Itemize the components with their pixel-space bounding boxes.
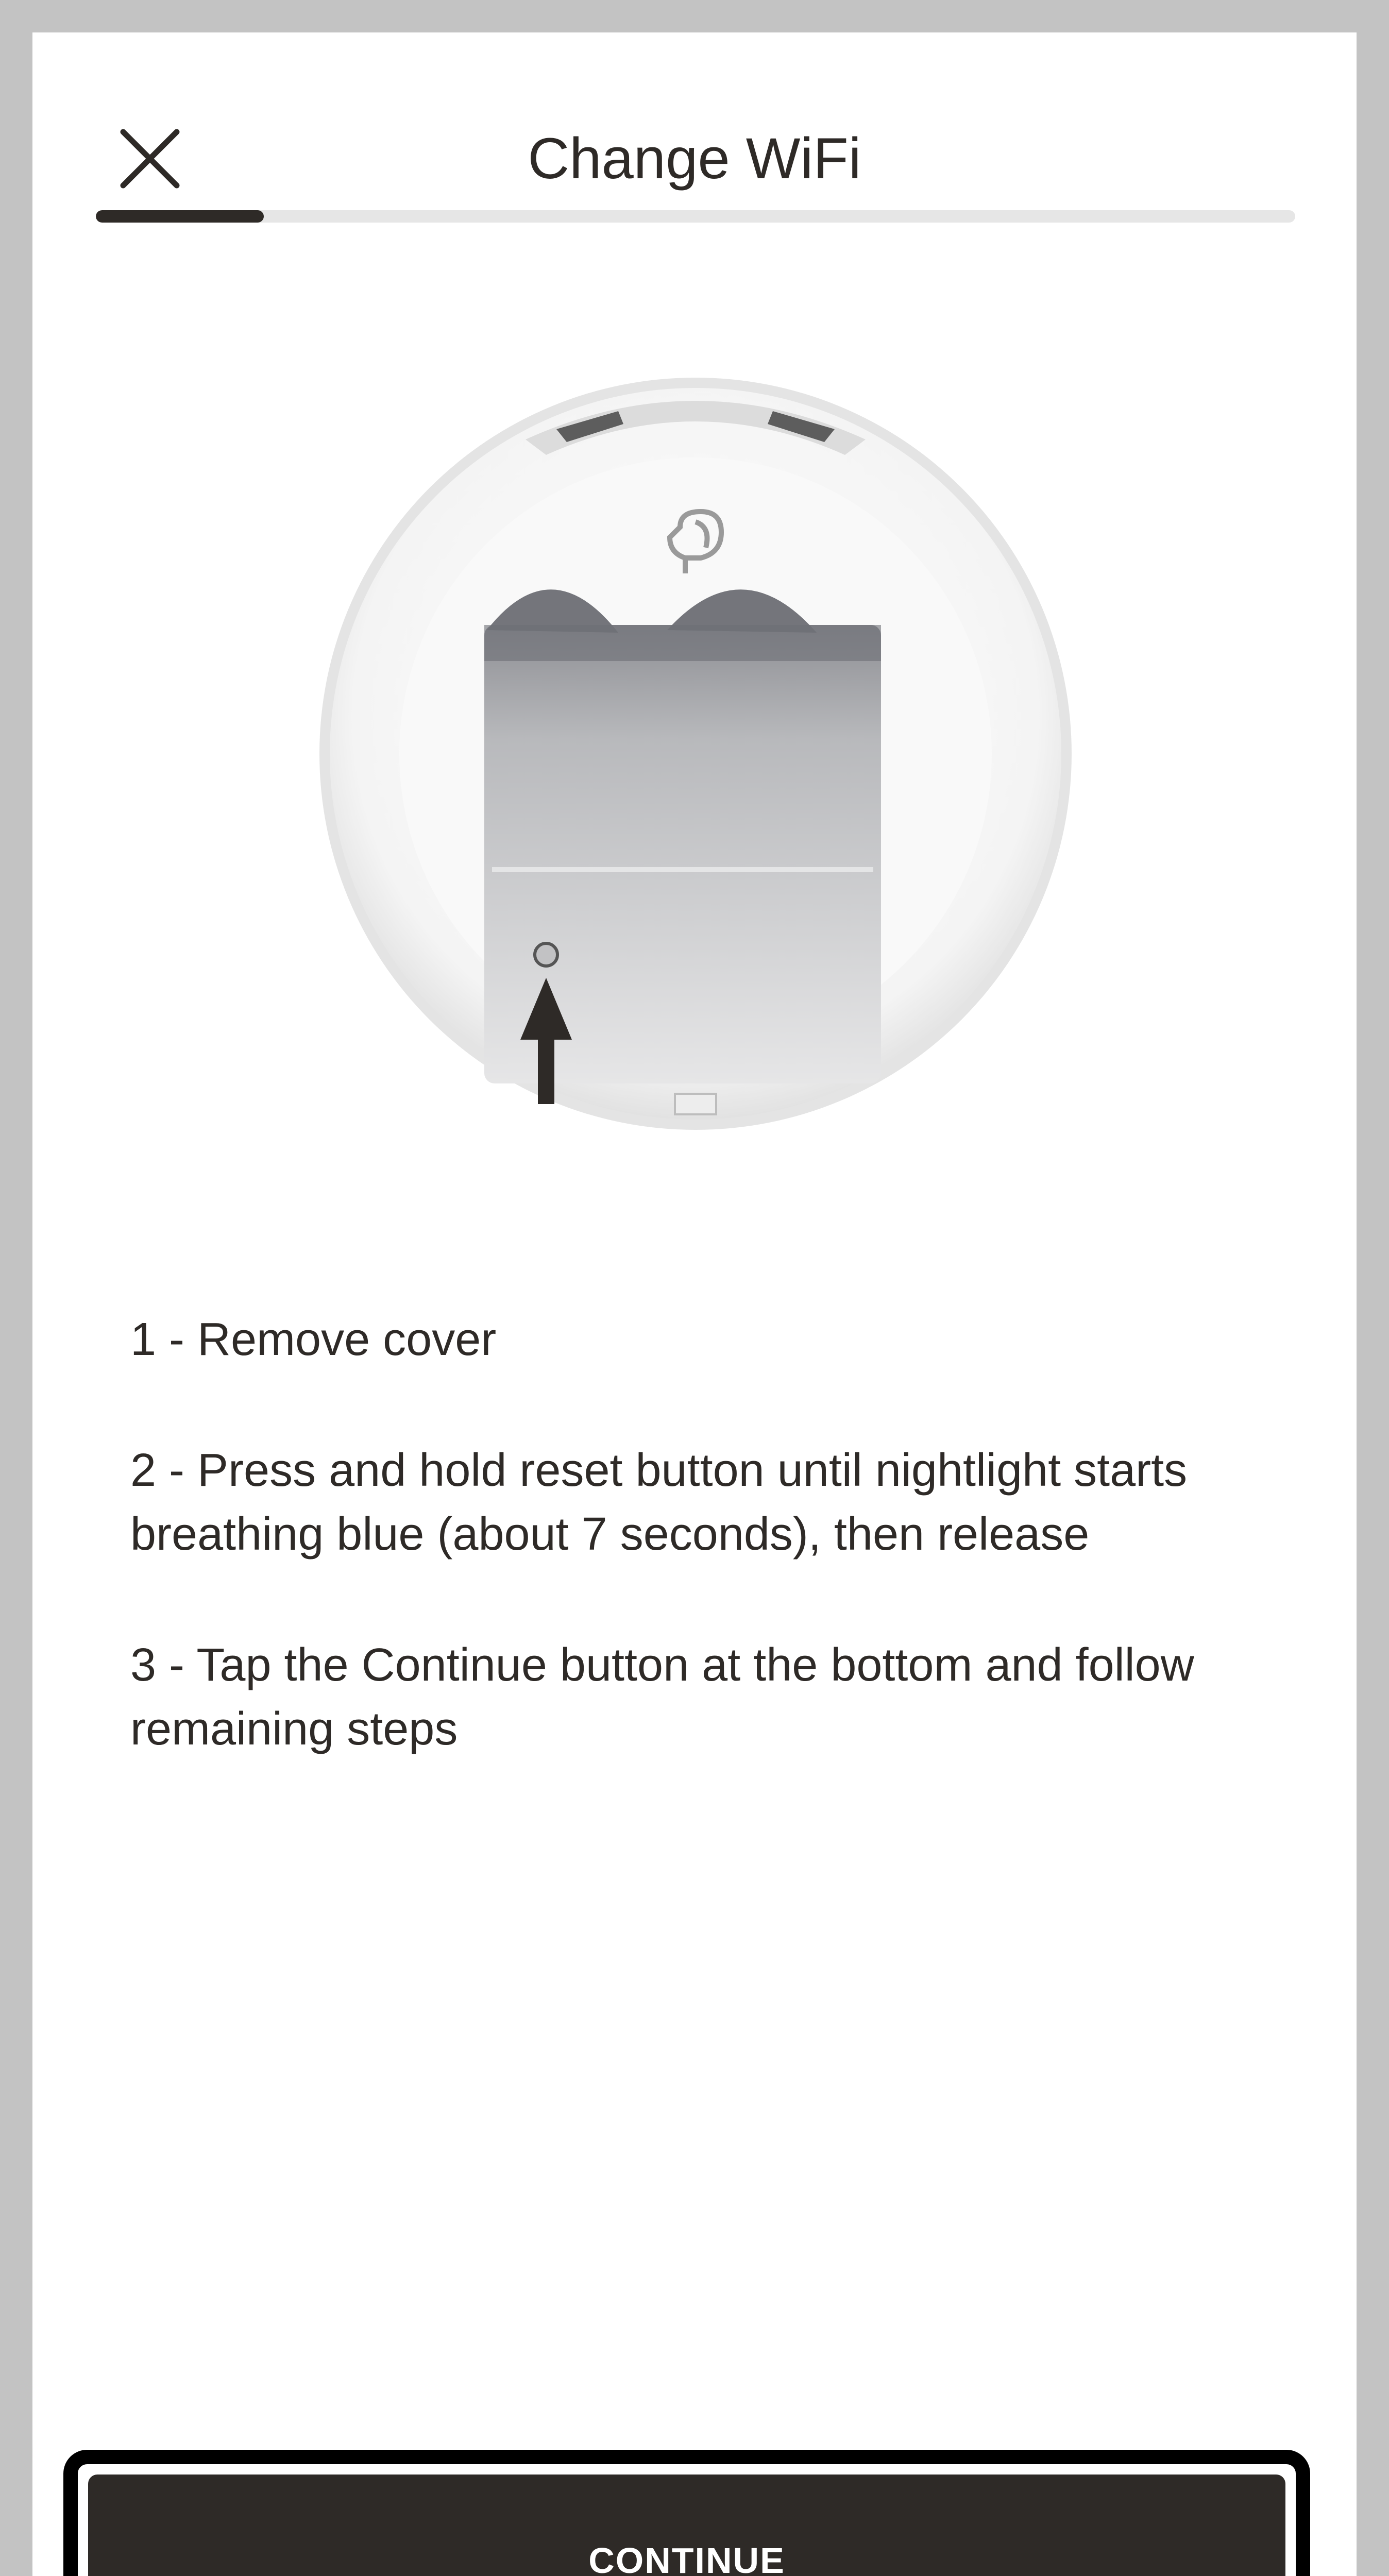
reset-button-dot [535, 943, 557, 966]
instruction-step-2: 2 - Press and hold reset button until nightlight starts breathing blue (about 7 seconds), then release [130, 1445, 1188, 1560]
page-title: Change WiFi [528, 126, 861, 191]
device-illustration [309, 352, 1082, 1135]
instructions-list [130, 1308, 1238, 1828]
continue-button-focus-frame [63, 2450, 1310, 2576]
instruction-step-3: 3 - Tap the Continue button at the bottom and follow remaining steps [130, 1639, 1194, 1755]
progress-fill [96, 210, 264, 223]
screen [32, 32, 1357, 2576]
progress-bar [96, 210, 1295, 223]
continue-button[interactable]: CONTINUE [88, 2475, 1285, 2576]
instruction-step-1: 1 - Remove cover [130, 1314, 497, 1365]
